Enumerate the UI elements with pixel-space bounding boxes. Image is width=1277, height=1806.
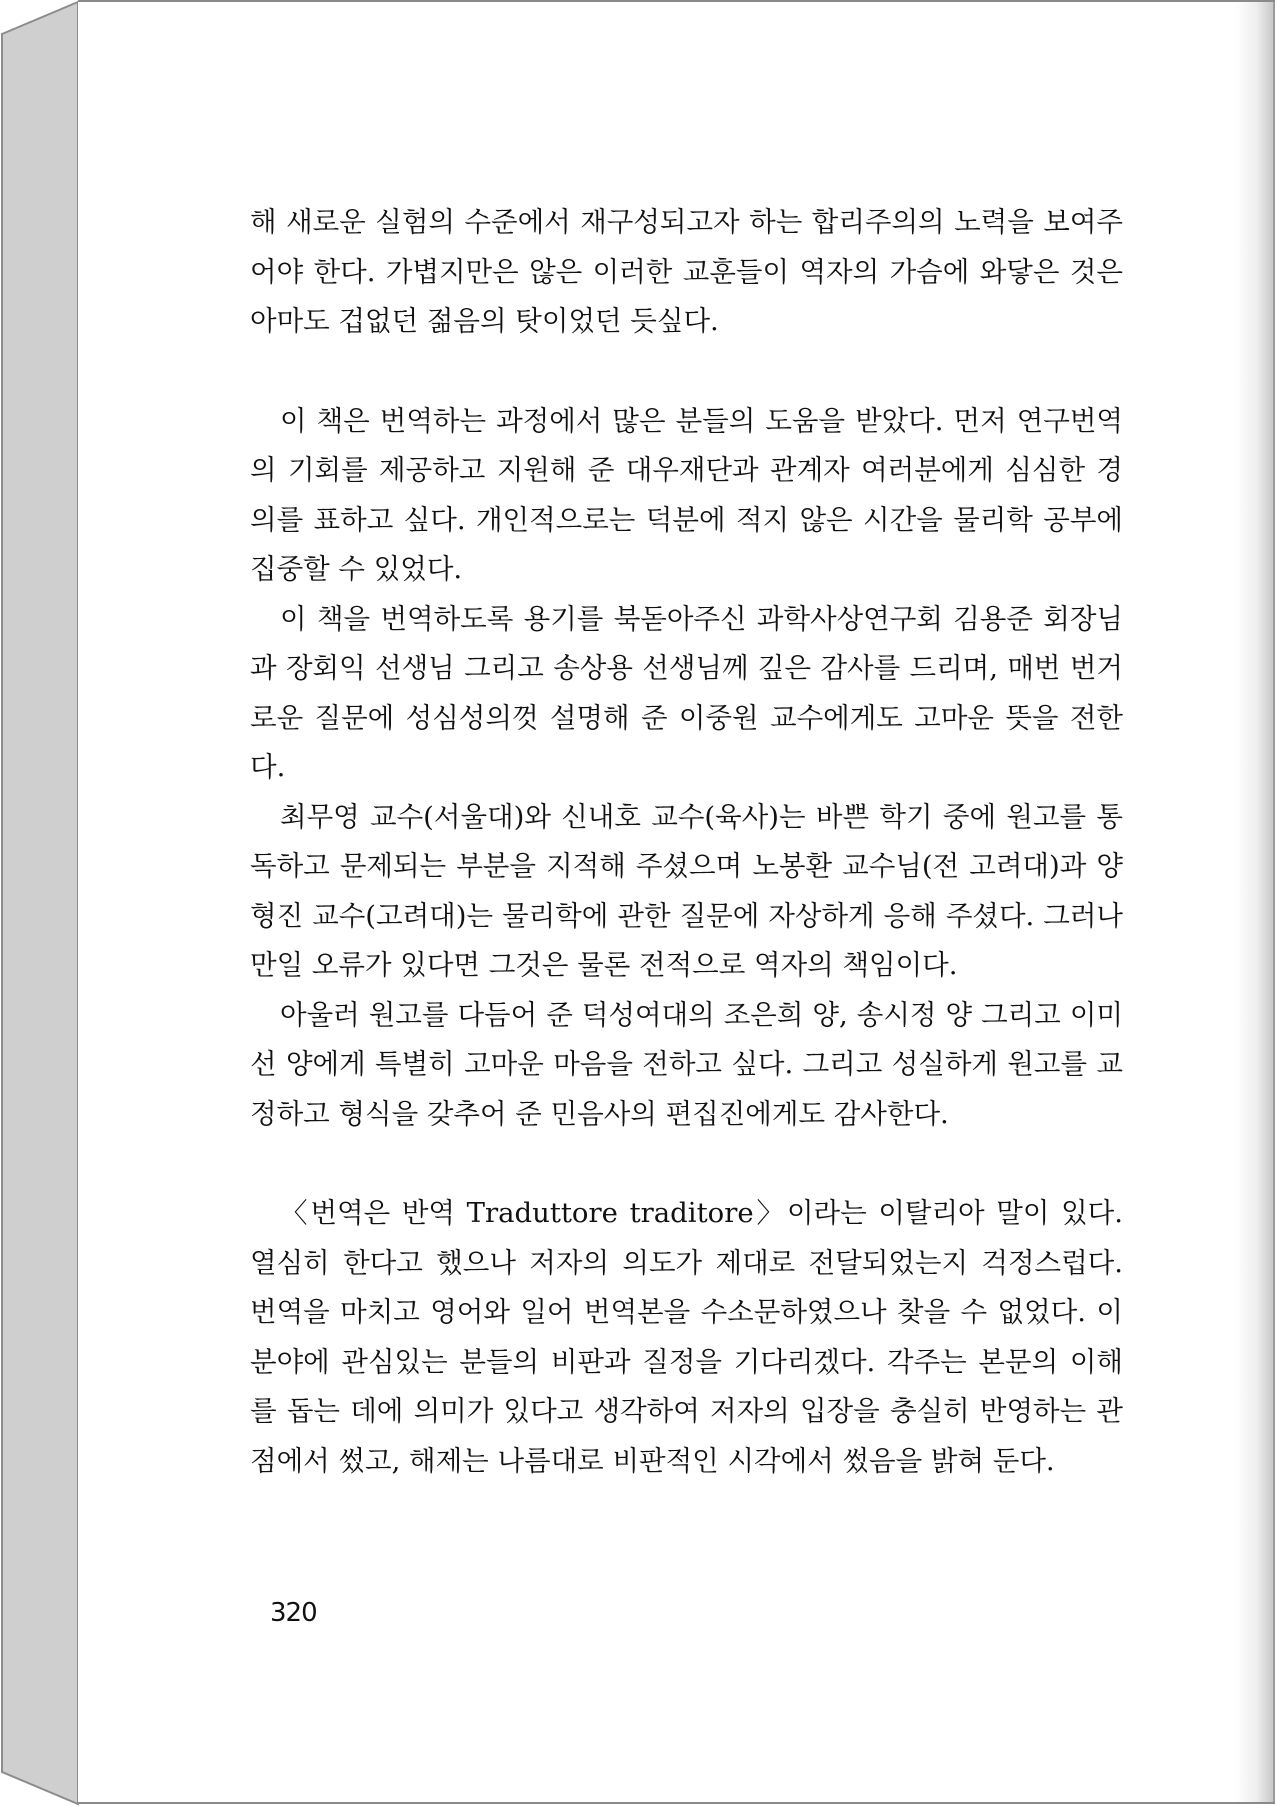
paragraph-acknowledgement-society: 이 책을 번역하도록 용기를 북돋아주신 과학사상연구회 김용준 회장님과 장회익 선생님 그리고 송상용 선생님께 깊은 감사를 드리며, 매번 번거로운 질문에 성심성의껏 설명해 준 이중원 교수에게도 고마운 뜻을 전한다. bbox=[250, 602, 1123, 783]
page-body-text bbox=[250, 198, 1123, 1486]
page-number: 320 bbox=[270, 1598, 317, 1628]
page-edge-shadow bbox=[1235, 2, 1275, 1802]
paragraph-acknowledgement-reviewers: 최무영 교수(서울대)와 신내호 교수(육사)는 바쁜 학기 중에 원고를 통독하고 문제되는 부분을 지적해 주셨으며 노봉환 교수님(전 고려대)과 양형진 교수(고려대)는 물리학에 관한 질문에 자상하게 응해 주셨다. 그러나 만일 오류가 있다면 그것은 물론 전적으로 역자의 책임이다. bbox=[250, 800, 1123, 981]
section-spacer bbox=[250, 347, 1123, 397]
paragraph-continued: 해 새로운 실험의 수준에서 재구성되고자 하는 합리주의의 노력을 보여주어야 한다. 가볍지만은 않은 이러한 교훈들이 역자의 가슴에 와닿은 것은 아마도 겁없던 젊음의 탓이었던 듯싶다. bbox=[250, 206, 1123, 337]
section-spacer bbox=[250, 1139, 1123, 1189]
paragraph-acknowledgement-editors: 아울러 원고를 다듬어 준 덕성여대의 조은희 양, 송시정 양 그리고 이미선 양에게 특별히 고마운 마음을 전하고 싶다. 그리고 성실하게 원고를 교정하고 형식을 갖추어 준 민음사의 편집진에게도 감사한다. bbox=[250, 998, 1123, 1130]
paragraph-translation-note: 〈번역은 반역 Traduttore traditore〉이라는 이탈리아 말이 있다. 열심히 한다고 했으나 저자의 의도가 제대로 전달되었는지 걱정스럽다. 번역을 마치고 영어와 일어 번역본을 수소문하였으나 찾을 수 없었다. 이 분야에 관심있는 분들의 비판과 질정을 기다리겠다. 각주는 본문의 이해를 돕는 데에 의미가 있다고 생각하여 저자의 입장을 충실히 반영하는 관점에서 썼고, 해제는 나름대로 비판적인 시각에서 썼음을 밝혀 둔다. bbox=[250, 1197, 1123, 1477]
paragraph-acknowledgement-foundation: 이 책은 번역하는 과정에서 많은 분들의 도움을 받았다. 먼저 연구번역의 기회를 제공하고 지원해 준 대우재단과 관계자 여러분에게 심심한 경의를 표하고 싶다. 개인적으로는 덕분에 적지 않은 시간을 물리학 공부에 집중할 수 있었다. bbox=[250, 404, 1123, 585]
book-spine bbox=[0, 0, 80, 1806]
